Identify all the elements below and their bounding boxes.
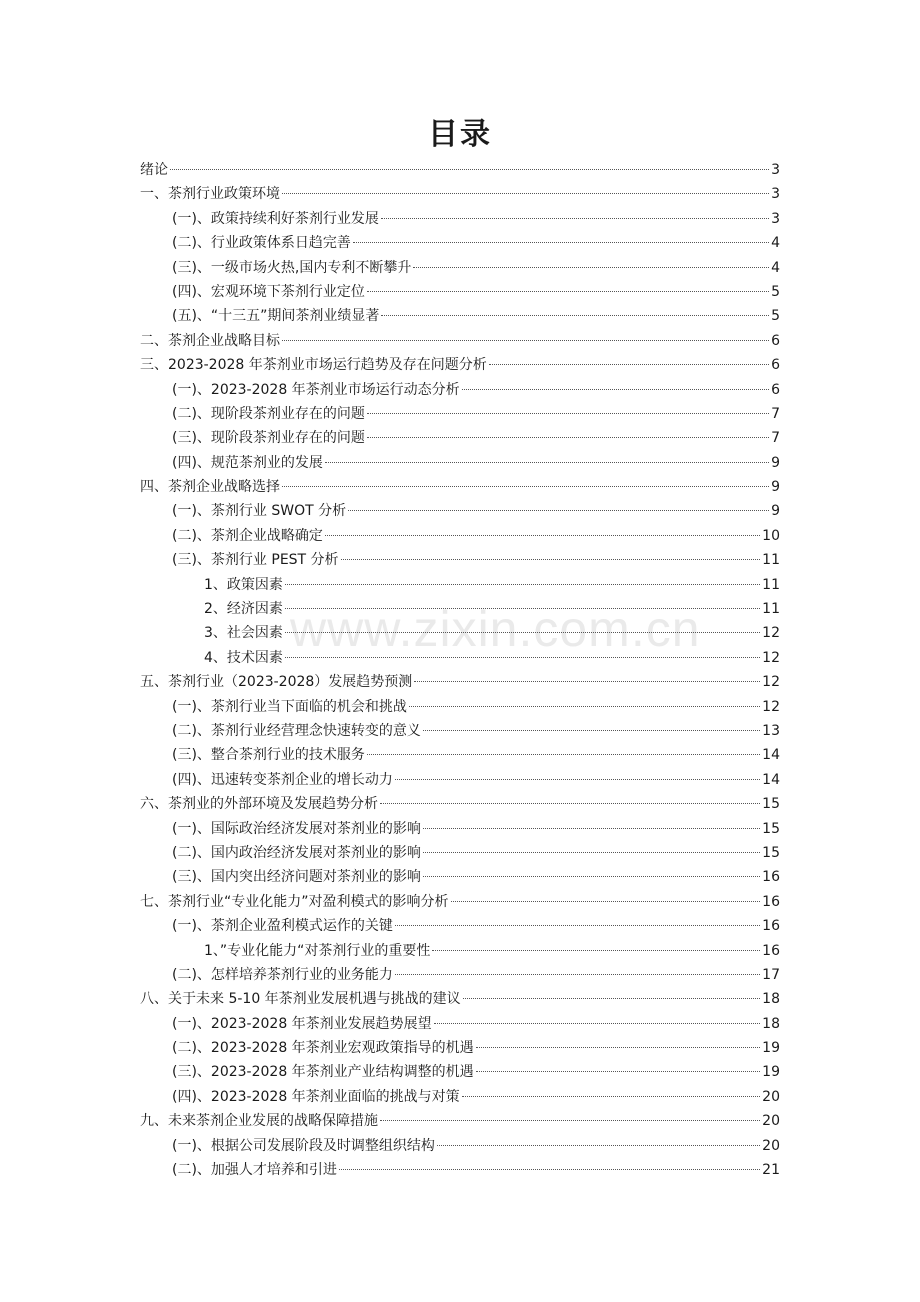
toc-page-number: 12 xyxy=(762,625,780,642)
toc-page-number: 5 xyxy=(771,283,780,300)
toc-page-number: 9 xyxy=(771,454,780,471)
toc-page-number: 21 xyxy=(762,1162,780,1179)
toc-leader-dots xyxy=(423,730,760,731)
toc-entry-text: (三)、整合茶剂行业的技术服务 xyxy=(172,747,365,764)
toc-page-number: 14 xyxy=(762,747,780,764)
toc-entry-text: (四)、2023-2028 年茶剂业面临的挑战与对策 xyxy=(172,1088,460,1105)
toc-entry-text: 4、技术因素 xyxy=(204,649,283,666)
toc-page-number: 13 xyxy=(762,722,780,739)
toc-entry-text: 七、茶剂行业“专业化能力”对盈利模式的影响分析 xyxy=(140,893,449,910)
toc-entry[interactable] xyxy=(140,792,780,816)
toc-page-number: 6 xyxy=(771,357,780,374)
toc-leader-dots xyxy=(476,1071,760,1072)
toc-leader-dots xyxy=(341,559,761,560)
toc-entry[interactable] xyxy=(140,768,780,792)
toc-entry-text: (一)、茶剂行业 SWOT 分析 xyxy=(172,503,347,520)
toc-entry[interactable] xyxy=(140,939,780,963)
toc-entry[interactable] xyxy=(140,1158,780,1182)
toc-entry-text: (一)、国际政治经济发展对茶剂业的影响 xyxy=(172,820,421,837)
toc-title: 目录 xyxy=(428,117,492,152)
toc-leader-dots xyxy=(414,681,760,682)
toc-entry[interactable] xyxy=(140,1134,780,1158)
toc-page-number: 12 xyxy=(762,698,780,715)
toc-entry-text: 绪论 xyxy=(140,162,168,178)
toc-entry-text: 八、关于未来 5-10 年茶剂业发展机遇与挑战的建议 xyxy=(140,991,461,1008)
toc-entry[interactable] xyxy=(140,280,780,304)
toc-entry[interactable] xyxy=(140,743,780,767)
toc-entry[interactable] xyxy=(140,963,780,987)
toc-page-number: 11 xyxy=(762,552,780,569)
toc-entry[interactable] xyxy=(140,719,780,743)
toc-page-number: 18 xyxy=(762,1015,780,1032)
toc-leader-dots xyxy=(325,462,769,463)
toc-leader-dots xyxy=(395,925,760,926)
toc-leader-dots xyxy=(451,901,761,902)
toc-page-number: 6 xyxy=(771,381,780,398)
toc-entry[interactable] xyxy=(140,524,780,548)
toc-page-number: 4 xyxy=(771,235,780,252)
watermark: www.zixin.com.cn xyxy=(290,601,701,657)
toc-entry[interactable] xyxy=(140,1012,780,1036)
toc-entry-text: (二)、怎样培养茶剂行业的业务能力 xyxy=(172,966,393,983)
toc-page-number: 11 xyxy=(762,601,780,618)
toc-leader-dots xyxy=(423,828,760,829)
toc-entry[interactable] xyxy=(140,378,780,402)
toc-leader-dots xyxy=(437,1145,760,1146)
toc-entry-text: (一)、2023-2028 年茶剂业市场运行动态分析 xyxy=(172,381,460,398)
toc-leader-dots xyxy=(395,779,760,780)
toc-entry-text: (四)、迅速转变茶剂企业的增长动力 xyxy=(172,771,393,788)
toc-page-number: 6 xyxy=(771,332,780,349)
toc-entry[interactable] xyxy=(140,402,780,426)
toc-entry[interactable] xyxy=(140,182,780,206)
toc-page-number: 15 xyxy=(762,796,780,813)
toc-entry[interactable] xyxy=(140,695,780,719)
toc-entry-text: (五)、“十三五”期间茶剂业绩显著 xyxy=(172,308,380,325)
toc-entry-text: (一)、茶剂企业盈利模式运作的关键 xyxy=(172,918,393,935)
toc-entry-text: (三)、国内突出经济问题对茶剂业的影响 xyxy=(172,869,421,886)
toc-page-number: 7 xyxy=(771,405,780,422)
toc-leader-dots xyxy=(395,974,760,975)
toc-page-number: 11 xyxy=(762,576,780,593)
toc-leader-dots xyxy=(381,218,769,219)
toc-entry[interactable] xyxy=(140,353,780,377)
toc-leader-dots xyxy=(348,510,769,511)
toc-entry-text: 九、未来茶剂企业发展的战略保障措施 xyxy=(140,1113,378,1130)
toc-leader-dots xyxy=(462,389,769,390)
toc-entry[interactable] xyxy=(140,426,780,450)
toc-entry[interactable] xyxy=(140,865,780,889)
toc-leader-dots xyxy=(409,706,760,707)
toc-page-number: 3 xyxy=(771,210,780,227)
toc-leader-dots xyxy=(282,486,769,487)
toc-entry[interactable] xyxy=(140,890,780,914)
toc-entry[interactable] xyxy=(140,841,780,865)
toc-leader-dots xyxy=(367,754,760,755)
toc-entry-text: (一)、2023-2028 年茶剂业发展趋势展望 xyxy=(172,1015,432,1032)
toc-entry[interactable] xyxy=(140,256,780,280)
toc-leader-dots xyxy=(423,876,760,877)
toc-page-number: 3 xyxy=(771,186,780,203)
toc-entry[interactable] xyxy=(140,670,780,694)
toc-entry-text: (一)、茶剂行业当下面临的机会和挑战 xyxy=(172,698,407,715)
toc-leader-dots xyxy=(489,364,769,365)
toc-leader-dots xyxy=(170,169,769,170)
toc-entry-text: (二)、行业政策体系日趋完善 xyxy=(172,235,351,252)
toc-page-number: 15 xyxy=(762,820,780,837)
toc-page-number: 7 xyxy=(771,430,780,447)
toc-entry[interactable] xyxy=(140,621,780,645)
toc-entry-text: (一)、政策持续利好茶剂行业发展 xyxy=(172,210,379,227)
toc-entry-text: (二)、茶剂行业经营理念快速转变的意义 xyxy=(172,722,421,739)
toc-leader-dots xyxy=(380,1120,760,1121)
toc-entry-text: 五、茶剂行业（2023-2028）发展趋势预测 xyxy=(140,674,413,691)
toc-page-number: 14 xyxy=(762,771,780,788)
toc-leader-dots xyxy=(367,437,769,438)
toc-entry-text: (四)、宏观环境下茶剂行业定位 xyxy=(172,283,365,300)
toc-page-number: 16 xyxy=(762,942,780,959)
toc-entry[interactable] xyxy=(140,207,780,231)
toc-entry-text: 三、2023-2028 年茶剂业市场运行趋势及存在问题分析 xyxy=(140,357,487,374)
toc-leader-dots xyxy=(381,315,769,316)
toc-leader-dots xyxy=(476,1047,760,1048)
toc-page-number: 9 xyxy=(771,479,780,496)
toc-leader-dots xyxy=(285,632,760,633)
toc-entry[interactable] xyxy=(140,646,780,670)
toc-leader-dots xyxy=(462,1096,760,1097)
toc-leader-dots xyxy=(282,340,769,341)
toc-entry-text: (一)、根据公司发展阶段及时调整组织结构 xyxy=(172,1137,435,1154)
toc-page-number: 16 xyxy=(762,918,780,935)
toc-entry[interactable] xyxy=(140,231,780,255)
toc-entry[interactable] xyxy=(140,499,780,523)
toc-entry-text: 2、经济因素 xyxy=(204,601,283,618)
toc-entry[interactable] xyxy=(140,451,780,475)
toc-entry[interactable] xyxy=(140,329,780,353)
toc-entry-text: (二)、茶剂企业战略确定 xyxy=(172,527,323,544)
toc-page-number: 20 xyxy=(762,1088,780,1105)
toc-entry[interactable] xyxy=(140,475,780,499)
toc-entry-text: (三)、茶剂行业 PEST 分析 xyxy=(172,552,339,569)
toc-entry-text: (三)、一级市场火热,国内专利不断攀升 xyxy=(172,259,412,276)
toc-entry[interactable] xyxy=(140,914,780,938)
toc-page-number: 5 xyxy=(771,308,780,325)
toc-leader-dots xyxy=(353,242,769,243)
toc-entry-text: 1、政策因素 xyxy=(204,576,283,593)
toc-page-number: 20 xyxy=(762,1113,780,1130)
toc-page-number: 16 xyxy=(762,869,780,886)
toc-entry[interactable] xyxy=(140,304,780,328)
toc-entry[interactable] xyxy=(140,1085,780,1109)
toc-entry-text: (二)、现阶段茶剂业存在的问题 xyxy=(172,405,365,422)
toc-leader-dots xyxy=(367,413,769,414)
toc-entry-text: (四)、规范茶剂业的发展 xyxy=(172,454,323,471)
toc-entry[interactable] xyxy=(140,1060,780,1084)
toc-entry[interactable] xyxy=(140,1036,780,1060)
toc-page-number: 16 xyxy=(762,893,780,910)
toc-entry[interactable] xyxy=(140,548,780,572)
toc-leader-dots xyxy=(413,267,769,268)
toc-entry-text: (二)、加强人才培养和引进 xyxy=(172,1162,337,1179)
toc-page-number: 12 xyxy=(762,674,780,691)
toc-entry-text: 1、”专业化能力“对茶剂行业的重要性 xyxy=(204,942,431,959)
toc-leader-dots xyxy=(339,1169,760,1170)
toc-entry-text: (三)、现阶段茶剂业存在的问题 xyxy=(172,430,365,447)
toc-list xyxy=(140,158,780,1182)
toc-entry-text: 六、茶剂业的外部环境及发展趋势分析 xyxy=(140,796,378,813)
toc-leader-dots xyxy=(434,1023,760,1024)
toc-page-number: 9 xyxy=(771,503,780,520)
toc-entry-text: 四、茶剂企业战略选择 xyxy=(140,479,280,496)
toc-entry[interactable] xyxy=(140,573,780,597)
toc-leader-dots xyxy=(285,657,760,658)
toc-leader-dots xyxy=(423,852,760,853)
toc-page-number: 4 xyxy=(771,259,780,276)
toc-leader-dots xyxy=(367,291,769,292)
toc-page-number: 17 xyxy=(762,966,780,983)
toc-leader-dots xyxy=(463,998,760,999)
toc-page-number: 19 xyxy=(762,1064,780,1081)
toc-page-number: 12 xyxy=(762,649,780,666)
toc-page-number: 10 xyxy=(762,527,780,544)
toc-leader-dots xyxy=(285,608,760,609)
toc-entry[interactable] xyxy=(140,158,780,182)
toc-entry-text: (三)、2023-2028 年茶剂业产业结构调整的机遇 xyxy=(172,1064,474,1081)
toc-entry-text: (二)、2023-2028 年茶剂业宏观政策指导的机遇 xyxy=(172,1040,474,1057)
toc-entry[interactable] xyxy=(140,817,780,841)
toc-entry[interactable] xyxy=(140,597,780,621)
toc-entry-text: 3、社会因素 xyxy=(204,625,283,642)
toc-entry-text: 二、茶剂企业战略目标 xyxy=(140,332,280,349)
toc-page-number: 20 xyxy=(762,1137,780,1154)
toc-entry[interactable] xyxy=(140,1109,780,1133)
toc-leader-dots xyxy=(325,535,760,536)
toc-leader-dots xyxy=(285,584,760,585)
toc-page-number: 15 xyxy=(762,844,780,861)
toc-page-number: 18 xyxy=(762,991,780,1008)
toc-leader-dots xyxy=(282,193,769,194)
toc-page-number: 3 xyxy=(771,162,780,178)
toc-entry-text: 一、茶剂行业政策环境 xyxy=(140,186,280,203)
toc-page-number: 19 xyxy=(762,1040,780,1057)
toc-entry-text: (二)、国内政治经济发展对茶剂业的影响 xyxy=(172,844,421,861)
toc-leader-dots xyxy=(380,803,760,804)
toc-leader-dots xyxy=(432,950,760,951)
toc-entry[interactable] xyxy=(140,987,780,1011)
